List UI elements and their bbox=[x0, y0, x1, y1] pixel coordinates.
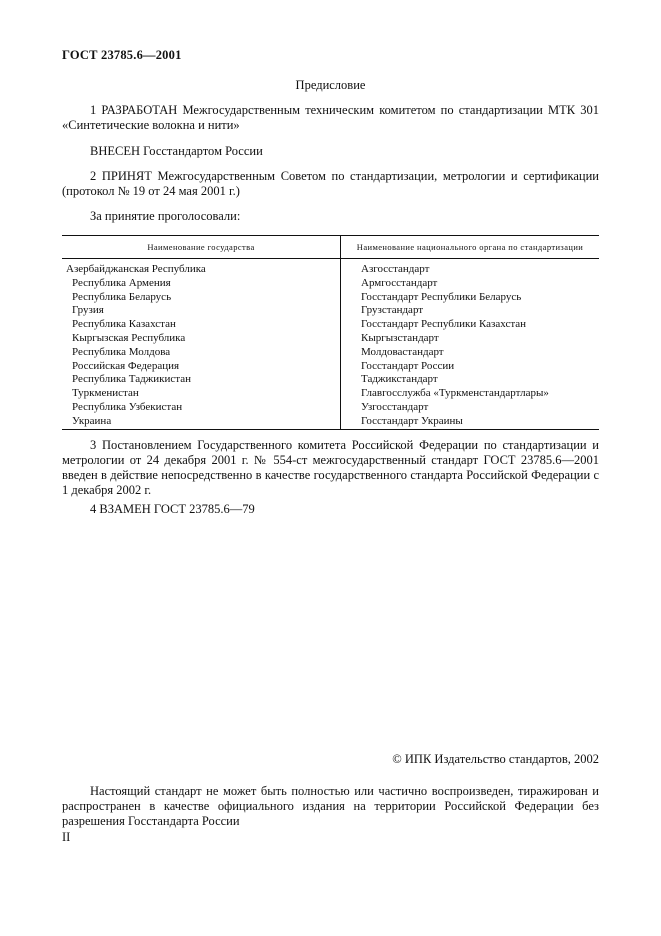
state-name: Республика Армения bbox=[62, 277, 341, 291]
table-row bbox=[62, 291, 599, 305]
paragraph-adopted: 2 ПРИНЯТ Межгосударственным Советом по стандартизации, метрологии и сертификации (протокол № 19 от 24 мая 2001 г.) bbox=[62, 169, 599, 198]
table-row bbox=[62, 318, 599, 332]
state-name: Грузия bbox=[62, 304, 341, 318]
state-name: Республика Беларусь bbox=[62, 291, 341, 305]
standards-body: Госстандарт Республики Беларусь bbox=[361, 290, 522, 303]
table-row bbox=[62, 304, 599, 318]
standards-body: Таджикстандарт bbox=[361, 373, 438, 386]
table-row bbox=[62, 277, 599, 291]
table-row bbox=[62, 259, 599, 277]
table-header-row bbox=[62, 236, 599, 259]
section-title: Предисловие bbox=[295, 78, 366, 92]
column-header-body: Наименование национального органа по стандартизации bbox=[341, 236, 600, 259]
table-row bbox=[62, 401, 599, 415]
state-name: Кыргызская Республика bbox=[62, 332, 341, 346]
paragraph-voted: За принятие проголосовали: bbox=[90, 209, 241, 223]
standards-body: Армгосстандарт bbox=[361, 276, 438, 289]
column-header-state: Наименование государства bbox=[62, 236, 341, 259]
table-row bbox=[62, 332, 599, 346]
state-name: Азербайджанская Республика bbox=[62, 259, 341, 277]
paragraph-introduced: ВНЕСЕН Госстандартом России bbox=[90, 144, 263, 158]
state-name: Украина bbox=[62, 415, 341, 429]
reproduction-notice: Настоящий стандарт не может быть полностью или частично воспроизведен, тиражирован и распространен в качестве официального издания на территории Российской Федерации без разрешения Госстандарта России bbox=[62, 784, 599, 828]
standards-body: Грузстандарт bbox=[361, 304, 424, 317]
standards-body: Госстандарт Украины bbox=[341, 415, 600, 429]
standards-body: Молдовастандарт bbox=[361, 345, 444, 358]
paragraph-developed: 1 РАЗРАБОТАН Межгосударственным техническим комитетом по стандартизации МТК 301 «Синтетические волокна и нити» bbox=[62, 103, 599, 132]
paragraph-replaces: 4 ВЗАМЕН ГОСТ 23785.6—79 bbox=[90, 502, 255, 516]
standards-body: Госстандарт России bbox=[361, 359, 455, 372]
standards-body: Госстандарт Республики Казахстан bbox=[361, 318, 527, 331]
copyright-line: © ИПК Издательство стандартов, 2002 bbox=[392, 752, 599, 766]
table-row bbox=[62, 346, 599, 360]
standards-body: Узгосстандарт bbox=[361, 400, 429, 413]
document-header: ГОСТ 23785.6—2001 bbox=[62, 48, 182, 62]
standards-body: Главгосслужба «Туркменстандартлары» bbox=[361, 387, 549, 400]
state-name: Республика Таджикистан bbox=[62, 373, 341, 387]
state-name: Российская Федерация bbox=[62, 360, 341, 374]
state-name: Республика Узбекистан bbox=[62, 401, 341, 415]
table-row bbox=[62, 373, 599, 387]
standards-body: Кыргызстандарт bbox=[361, 331, 439, 344]
state-name: Республика Казахстан bbox=[62, 318, 341, 332]
page-number: II bbox=[62, 830, 71, 844]
state-name: Туркменистан bbox=[62, 387, 341, 401]
table-row bbox=[62, 387, 599, 401]
table-row bbox=[62, 415, 599, 429]
standards-body: Азгосстандарт bbox=[361, 263, 430, 275]
table-row bbox=[62, 360, 599, 374]
state-name: Республика Молдова bbox=[62, 346, 341, 360]
voting-states-table bbox=[62, 235, 599, 430]
paragraph-enacted: 3 Постановлением Государственного комитета Российской Федерации по стандартизации и метрологии от 24 декабря 2001 г. № 554-ст межгосударственный стандарт ГОСТ 23785.6—2001 введен в действие непосредственно в качестве государственного стандарта Российской Федерации с 1 декабря 2002 г. bbox=[62, 438, 599, 497]
